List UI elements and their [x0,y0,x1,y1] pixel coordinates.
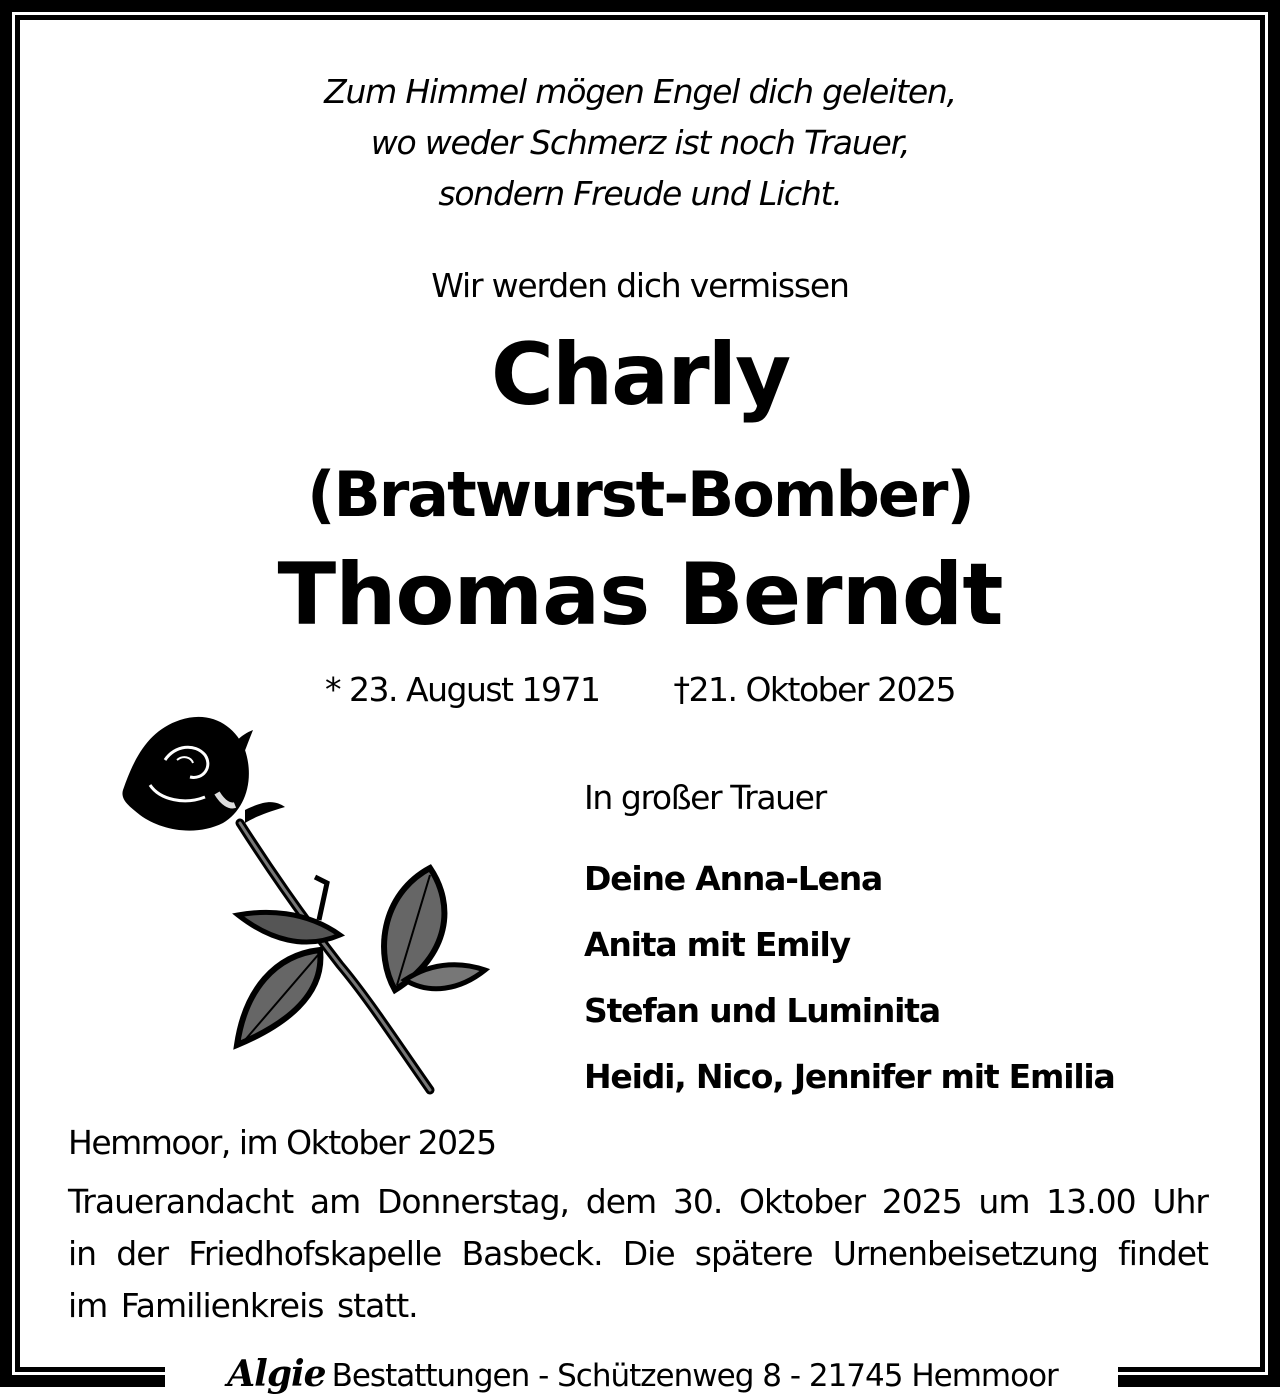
mourners-list [584,772,1115,1110]
deceased-first-name: Charly [490,325,790,425]
cross-icon: † [673,670,689,709]
frame-bottom-right-outer-line [1118,1375,1280,1387]
frame-border-top [0,0,1280,12]
tagline: Wir werden dich vermissen [431,266,849,305]
funeral-home-address: Bestattungen - Schützenweg 8 - 21745 Hemmoor [331,1358,1058,1394]
verse-line: Zum Himmel mögen Engel dich geleiten, [324,72,956,111]
birth-symbol: * [325,670,341,709]
rose-icon [105,705,495,1105]
verse [0,66,1280,219]
deceased-nickname: (Bratwurst-Bomber) [307,458,973,531]
frame-bottom-left-outer-line [0,1375,165,1387]
mourner-name: Heidi, Nico, Jennifer mit Emilia [584,1057,1115,1096]
funeral-home-footer [170,1352,1115,1398]
frame-inner-line-top [15,15,1265,20]
death-date-text: 21. Oktober 2025 [688,670,955,709]
mourner-name: Stefan und Luminita [584,991,940,1030]
mourner-name: Anita mit Emily [584,925,850,964]
verse-line: sondern Freude und Licht. [438,174,842,213]
birth-date-text: 23. August 1971 [349,670,600,709]
mourner-name: Deine Anna-Lena [584,859,883,898]
verse-line: wo weder Schmerz ist noch Trauer, [370,123,910,162]
death-date [673,670,954,709]
funeral-home-logo: Algie [227,1353,326,1395]
service-announcement: Trauerandacht am Donnerstag, dem 30. Oktober 2025 um 13.00 Uhr in der Friedhofskapelle Basbeck. Die spätere Urnenbeisetzung findet im Familienkreis statt. [68,1182,1208,1325]
place-date: Hemmoor, im Oktober 2025 [68,1123,496,1162]
frame-bottom-left-inner-line [15,1367,165,1372]
mourners-intro: In großer Trauer [584,778,826,817]
deceased-full-name: Thomas Berndt [277,545,1003,645]
frame-bottom-right-inner-line [1118,1367,1265,1372]
